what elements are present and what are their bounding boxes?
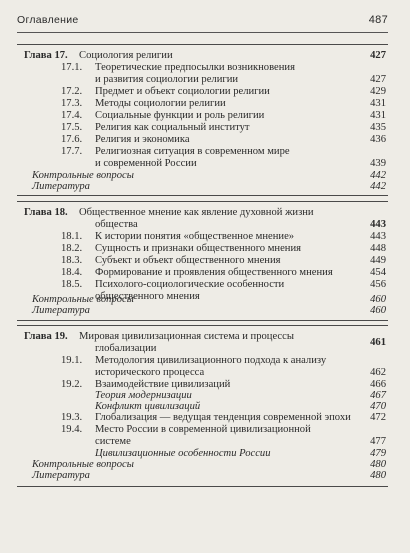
section-number: 17.6. [61,134,83,145]
chapter-title: Общественное мнение как явление духовной жизни [79,207,314,218]
section-number: 17.7. [61,146,83,157]
chapter-label: Глава 19. [24,331,68,342]
chapter-title-cont: общества [95,219,138,230]
review-questions: Контрольные вопросы [32,170,134,181]
literature: Литература [32,470,90,481]
page-number: 487 [368,14,388,26]
section-title: Социальные функции и роль религии [95,110,265,121]
running-head-title: Оглавление [17,14,79,26]
chapter-label: Глава 18. [24,207,68,218]
section-title-cont: и развития социологии религии [95,74,239,85]
section-title: Методология цивилизационного подхода к анализу [95,355,327,366]
literature-page: 480 [370,470,386,481]
section-page: 429 [370,86,386,97]
review-questions-page: 442 [370,170,386,181]
section-title: Религиозная ситуация в современном мире [95,146,290,157]
subsection-title: Цивилизационные особенности России [95,448,271,459]
section-title: Теоретические предпосылки возникновения [95,62,295,73]
section-number: 17.3. [61,98,83,109]
subsection-title: Конфликт цивилизаций [95,401,201,412]
chapter-18 [17,201,388,319]
review-questions: Контрольные вопросы [32,459,134,470]
chapter-19 [17,325,388,485]
section-title: Субъект и объект общественного мнения [95,255,281,266]
section-number: 19.3. [61,412,83,423]
chapter-page: 443 [370,219,386,230]
literature: Литература [32,305,90,316]
section-page: 436 [370,134,386,145]
chapter-17 [17,44,388,194]
section-number: 18.4. [61,267,83,278]
section-title: Методы социологии религии [95,98,226,109]
section-title: Формирование и проявления общественного мнения [95,267,333,278]
section-page: 472 [370,412,386,423]
section-number: 19.1. [61,355,83,366]
review-questions-page: 480 [370,459,386,470]
header-rule [17,32,388,33]
section-page: 456 [370,279,386,290]
section-title: К истории понятия «общественное мнение» [95,231,295,242]
section-page: 477 [370,436,386,447]
section-title-cont: и современной России [95,158,197,169]
section-page: 448 [370,243,386,254]
section-title: Религия как социальный институт [95,122,250,133]
review-questions: Контрольные вопросы [32,294,134,305]
section-page: 454 [370,267,386,278]
section-page: 449 [370,255,386,266]
section-title: Предмет и объект социологии религии [95,86,270,97]
section-title-cont: общественного мнения [95,291,200,302]
section-page: 431 [370,98,386,109]
section-title: Взаимодействие цивилизаций [95,379,231,390]
section-page: 462 [370,367,386,378]
section-page: 435 [370,122,386,133]
section-title-cont: исторического процесса [95,367,205,378]
subsection-page: 479 [370,448,386,459]
section-number: 18.1. [61,231,83,242]
section-number: 19.4. [61,424,83,435]
review-questions-page: 460 [370,294,386,305]
section-page: 439 [370,158,386,169]
section-number: 17.4. [61,110,83,121]
chapter-page: 427 [370,50,386,61]
section-title: Глобализация — ведущая тенденция современной эпохи [95,412,351,423]
chapter-page: 461 [370,337,386,348]
chapter-title-cont: глобализации [95,343,157,354]
section-number: 18.2. [61,243,83,254]
section-title: Религия и экономика [95,134,190,145]
section-page: 466 [370,379,386,390]
literature-page: 442 [370,181,386,192]
section-number: 17.2. [61,86,83,97]
section-number: 17.5. [61,122,83,133]
section-title: Сущность и признаки общественного мнения [95,243,302,254]
section-page: 427 [370,74,386,85]
section-number: 18.5. [61,279,83,290]
literature: Литература [32,181,90,192]
section-number: 19.2. [61,379,83,390]
subsection-title: Теория модернизации [95,390,192,401]
section-page: 443 [370,231,386,242]
subsection-page: 470 [370,401,386,412]
chapter-title: Социология религии [79,50,173,61]
section-title-cont: системе [95,436,131,447]
section-title: Место России в современной цивилизационной [95,424,311,435]
section-number: 17.1. [61,62,83,73]
chapter-label: Глава 17. [24,50,68,61]
section-page: 431 [370,110,386,121]
subsection-page: 467 [370,390,386,401]
section-title: Психолого-социологические особенности [95,279,285,290]
chapter-title: Мировая цивилизационная система и процессы [79,331,294,342]
section-number: 18.3. [61,255,83,266]
literature-page: 460 [370,305,386,316]
